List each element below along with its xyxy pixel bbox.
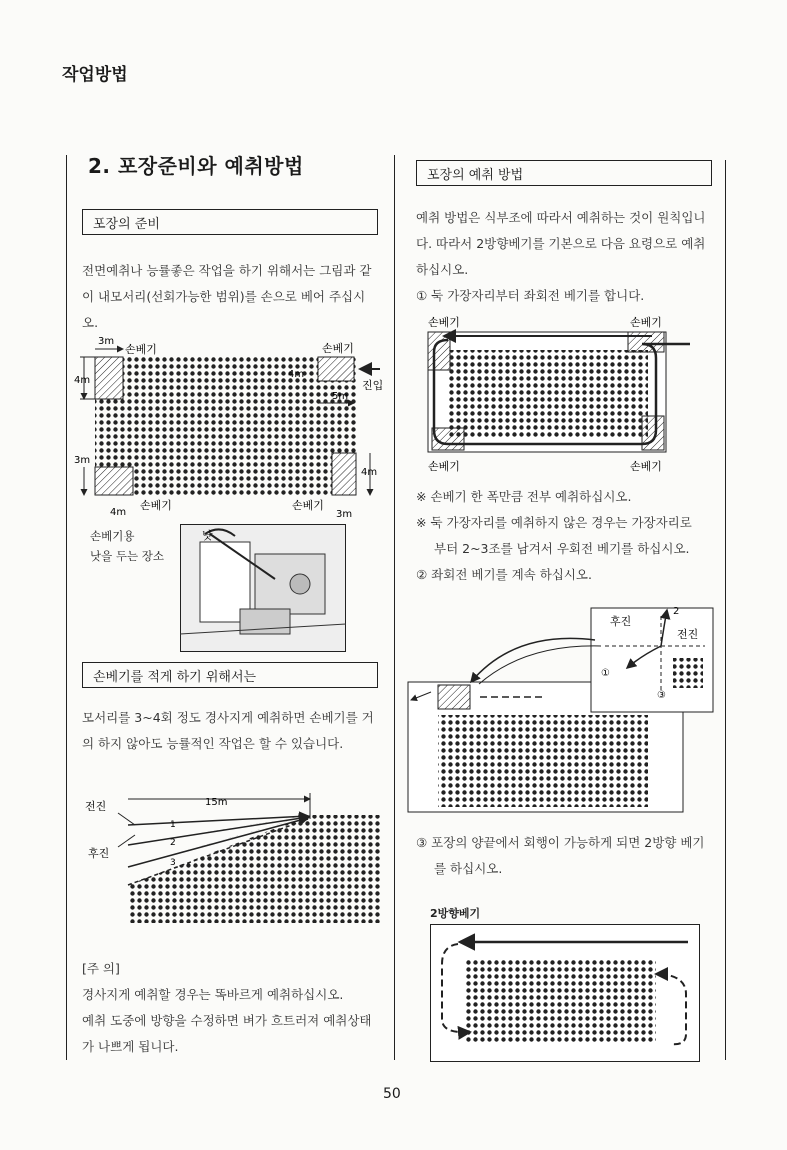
label-4m-right: 4m — [361, 467, 378, 478]
field-corner-diagram — [70, 335, 390, 525]
center-column-rule — [394, 155, 395, 1060]
paragraph-preparation — [82, 258, 382, 336]
label-3m-top: 3m — [98, 336, 115, 347]
label-4m-bottom: 4m — [110, 507, 127, 518]
slanted-cutting-diagram — [80, 785, 380, 925]
label-3m-left: 3m — [74, 455, 91, 466]
label-step-2: 2 — [673, 606, 680, 617]
sickle-tag: 낫 — [202, 529, 213, 542]
reverse-turn-diagram — [405, 600, 720, 815]
step-2: ② 좌회전 베기를 계속 하십시오. — [416, 567, 592, 582]
label-hand-cut-bl: 손베기 — [428, 460, 460, 473]
label-hand-cut-tl: 손베기 — [125, 343, 157, 356]
left-turn-cutting-diagram — [420, 312, 700, 477]
caution-line: 예취 도중에 방향을 수정하면 벼가 흐트러져 예취상태 — [82, 1013, 372, 1028]
text-line: 오. — [82, 315, 99, 330]
sickle-storage-photo — [180, 524, 346, 652]
step-3-line: ③ 포장의 양끝에서 회행이 가능하게 되면 2방향 베기 — [416, 835, 705, 850]
label-hand-cut-tr: 손베기 — [322, 342, 354, 355]
page-header-title: 작업방법 — [62, 65, 128, 85]
text-line: 하십시오. — [416, 262, 469, 277]
text-line: 이 내모서리(선회가능한 범위)를 손으로 베어 주십시 — [82, 289, 366, 304]
heading-box-label: 포장의 준비 — [93, 216, 160, 232]
label-step-1: ① — [601, 668, 610, 679]
right-column-rule — [725, 160, 726, 1060]
paragraph-harvest-method — [416, 205, 722, 309]
label-backward: 후진 — [610, 615, 632, 628]
note-line: ※ 둑 가장자리를 예취하지 않은 경우는 가장자리로 — [416, 515, 692, 530]
section-title: 2. 포장준비와 예취방법 — [88, 154, 304, 178]
text-line: 모서리를 3~4회 정도 경사지게 예취하면 손베기를 거 — [82, 710, 374, 725]
caution-title: [주 의] — [82, 961, 120, 976]
label-5m: 5m — [332, 391, 349, 402]
caution-line: 경사지게 예취할 경우는 똑바르게 예취하십시오. — [82, 987, 344, 1002]
heading-box-label: 손베기를 적게 하기 위해서는 — [93, 669, 257, 685]
caution-line: 가 나쁘게 됩니다. — [82, 1039, 179, 1054]
label-forward: 전진 — [677, 628, 699, 641]
paragraph-reduce-hand-cutting — [82, 705, 382, 757]
label-forward: 전진 — [85, 800, 107, 813]
page-number: 50 — [383, 1086, 401, 1102]
left-column-rule — [66, 155, 67, 1060]
text-line: 의 하지 않아도 능률적인 작업은 할 수 있습니다. — [82, 736, 344, 751]
label-15m: 15m — [205, 797, 228, 808]
label-entry: 진입 — [362, 379, 384, 392]
text-line: 다. 따라서 2방향베기를 기본으로 다음 요령으로 예취 — [416, 236, 706, 251]
caption-line: 손베기용 — [90, 529, 135, 543]
step-1: ① 둑 가장자리부터 좌회전 베기를 합니다. — [416, 288, 645, 303]
label-pass-1: 1 — [170, 820, 176, 830]
caption-line: 낫을 두는 장소 — [90, 549, 164, 563]
heading-box-harvest-method — [416, 160, 712, 186]
label-backward: 후진 — [88, 847, 110, 860]
label-hand-cut-br: 손베기 — [630, 460, 662, 473]
step-3-line: 를 하십시오. — [434, 861, 503, 876]
step-3 — [416, 830, 722, 882]
two-direction-label: 2방향베기 — [430, 907, 481, 920]
label-3m-bottom: 3m — [336, 509, 353, 520]
label-pass-2: 2 — [170, 838, 176, 848]
heading-box-label: 포장의 예취 방법 — [427, 167, 524, 183]
label-4m-left: 4m — [74, 375, 91, 386]
note-line: 부터 2~3조를 남겨서 우회전 베기를 하십시오. — [434, 541, 690, 556]
heading-box-reduce-hand-cutting — [82, 662, 378, 688]
heading-box-field-preparation — [82, 209, 378, 235]
label-pass-3: 3 — [170, 858, 176, 868]
text-line: 예취 방법은 식부조에 따라서 예취하는 것이 원칙입니 — [416, 210, 706, 225]
two-direction-cutting-diagram — [430, 924, 700, 1062]
label-hand-cut-tr: 손베기 — [630, 316, 662, 329]
caution-note — [82, 956, 382, 1060]
text-line: 전면예취나 능률좋은 작업을 하기 위해서는 그림과 같 — [82, 263, 372, 278]
label-hand-cut-bl: 손베기 — [140, 499, 172, 512]
label-hand-cut-br: 손베기 — [292, 499, 324, 512]
label-hand-cut-tl: 손베기 — [428, 316, 460, 329]
label-4m-mid: 4m — [288, 369, 305, 380]
sickle-storage-caption — [90, 526, 164, 566]
notes-hand-cut-width — [416, 484, 722, 588]
note-line: ※ 손베기 한 폭만큼 전부 예취하십시오. — [416, 489, 632, 504]
label-step-3: ③ — [657, 690, 666, 701]
